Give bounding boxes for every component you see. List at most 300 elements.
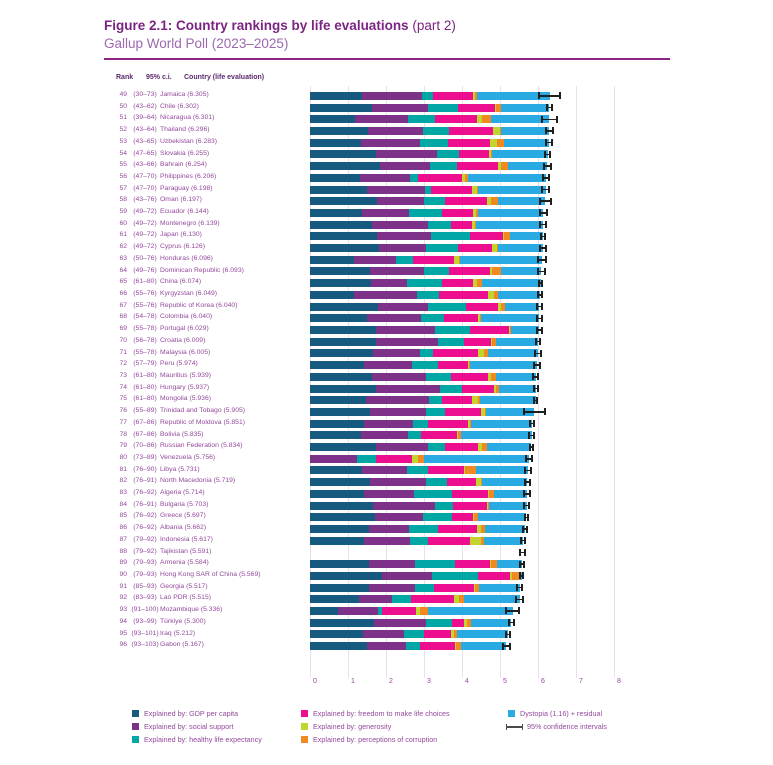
confidence-interval-bar	[536, 315, 544, 322]
bar-segment-freedom	[435, 115, 477, 123]
confidence-interval-bar	[520, 537, 526, 544]
bar-segment-freedom	[438, 361, 467, 369]
bar-segment-freedom	[452, 513, 474, 521]
bar-segment-dystopia	[478, 186, 546, 194]
confidence-interval-bar	[537, 268, 547, 275]
x-axis-tick-label: 1	[351, 678, 355, 685]
row-rank-ci: (67–86)	[133, 430, 157, 438]
bar-segment-social	[373, 349, 419, 357]
row-rank-ci: (70–86)	[133, 442, 157, 450]
bar-segment-freedom	[439, 291, 488, 299]
x-axis-tick-label: 5	[503, 678, 507, 685]
row-rank: 74	[119, 383, 127, 391]
row-rank: 60	[119, 219, 127, 227]
row-rank-ci: (91–100)	[131, 606, 159, 614]
bar-segment-social	[372, 221, 429, 229]
stacked-bar	[310, 150, 548, 158]
row-country-label: Bulgaria (5.703)	[160, 500, 209, 508]
row-rank-ci: (79–92)	[133, 535, 157, 543]
row-country-label: Republic of Moldova (5.851)	[160, 418, 246, 426]
row-rank: 62	[119, 243, 127, 251]
stacked-bar	[310, 209, 543, 217]
row-rank-ci: (83–93)	[133, 594, 157, 602]
chart-row	[0, 289, 773, 301]
row-rank: 69	[119, 325, 127, 333]
bar-segment-gdp	[310, 279, 371, 287]
chart-row	[0, 476, 773, 488]
stacked-bar	[310, 256, 542, 264]
bar-segment-freedom	[428, 537, 470, 545]
bar-segment-corruption	[420, 607, 428, 615]
row-country-label: Trinidad and Tobago (5.905)	[160, 407, 246, 415]
bar-segment-social	[367, 186, 426, 194]
stacked-bar	[310, 338, 538, 346]
bar-segment-health	[423, 127, 449, 135]
row-rank: 65	[119, 278, 127, 286]
stacked-bar	[310, 431, 532, 439]
bar-segment-dystopia	[457, 630, 508, 638]
confidence-interval-bar	[539, 209, 547, 216]
chart-row	[0, 113, 773, 125]
chart-row	[0, 242, 773, 254]
stacked-bar	[310, 279, 541, 287]
bar-segment-gdp	[310, 490, 364, 498]
bar-segment-dystopia	[468, 174, 545, 182]
bar-segment-gdp	[310, 174, 360, 182]
bar-segment-gdp	[310, 396, 366, 404]
row-country-label: Indonesia (5.617)	[160, 535, 213, 543]
row-country-label: Bolivia (5.835)	[160, 430, 204, 438]
row-country-label: Iraq (5.212)	[160, 629, 196, 637]
bar-segment-dystopia	[505, 303, 540, 311]
bar-segment-freedom	[411, 595, 454, 603]
legend-label: Explained by: healthy life expectancy	[144, 735, 262, 744]
chart-row	[0, 500, 773, 512]
confidence-interval-bar	[538, 280, 543, 287]
row-rank-ci: (55–89)	[133, 407, 157, 415]
bar-segment-freedom	[421, 431, 457, 439]
bar-segment-dystopia	[471, 619, 511, 627]
row-rank: 76	[119, 407, 127, 415]
bar-segment-dystopia	[496, 338, 539, 346]
bar-segment-health	[426, 408, 445, 416]
bar-segment-social	[370, 267, 424, 275]
row-rank-ci: (79–92)	[133, 547, 157, 555]
bar-segment-dystopia	[501, 104, 549, 112]
bar-segment-social	[362, 466, 406, 474]
bar-segment-gdp	[310, 197, 377, 205]
bar-segment-freedom	[418, 174, 462, 182]
confidence-interval-bar	[545, 127, 554, 134]
confidence-interval-bar	[544, 151, 551, 158]
row-rank: 54	[119, 149, 127, 157]
bar-segment-dystopia	[464, 595, 519, 603]
stacked-bar	[310, 373, 536, 381]
row-country-label: Gabon (5.167)	[160, 641, 204, 649]
bar-segment-freedom	[464, 338, 491, 346]
bar-segment-health	[437, 150, 459, 158]
stacked-bar	[310, 548, 522, 556]
bar-segment-health	[420, 349, 434, 357]
row-rank-ci: (55–76)	[133, 301, 157, 309]
bar-segment-generosity	[493, 127, 500, 135]
bar-segment-gdp	[310, 232, 377, 240]
bar-segment-gdp	[310, 115, 355, 123]
confidence-interval-bar	[543, 163, 552, 170]
bar-segment-health	[428, 303, 466, 311]
stacked-bar	[310, 455, 529, 463]
row-rank-ci: (49–72)	[133, 219, 157, 227]
bar-segment-dystopia	[499, 385, 536, 393]
bar-segment-social	[354, 256, 395, 264]
bar-segment-dystopia	[510, 232, 543, 240]
bar-segment-social	[367, 642, 406, 650]
confidence-interval-bar	[539, 245, 547, 252]
row-rank-ci: (49–76)	[133, 266, 157, 274]
row-rank: 53	[119, 137, 127, 145]
bar-segment-freedom	[445, 197, 487, 205]
row-rank: 91	[119, 582, 127, 590]
row-country-label: Bahrain (6.254)	[160, 161, 207, 169]
bar-segment-social	[363, 630, 404, 638]
row-rank: 94	[119, 617, 127, 625]
bar-segment-social	[370, 478, 425, 486]
row-country-label: Portugal (6.029)	[160, 325, 209, 333]
bar-segment-gdp	[310, 349, 373, 357]
confidence-interval-bar	[519, 549, 526, 556]
stacked-bar	[310, 595, 520, 603]
bar-segment-health	[430, 162, 457, 170]
row-rank: 59	[119, 208, 127, 216]
bar-segment-social	[355, 115, 409, 123]
bar-segment-freedom	[449, 267, 490, 275]
bar-segment-freedom	[434, 584, 474, 592]
confidence-interval-bar	[523, 408, 546, 415]
bar-segment-health	[428, 104, 458, 112]
confidence-interval-bar	[523, 502, 530, 509]
stacked-bar	[310, 408, 534, 416]
chart-row	[0, 394, 773, 406]
row-rank: 68	[119, 313, 127, 321]
row-rank: 89	[119, 559, 127, 567]
row-rank: 55	[119, 161, 127, 169]
bar-segment-health	[432, 572, 477, 580]
stacked-bar	[310, 174, 546, 182]
bar-segment-health	[406, 642, 420, 650]
chart-row	[0, 359, 773, 371]
bar-segment-social	[377, 232, 431, 240]
stacked-bar	[310, 443, 532, 451]
bar-segment-social	[360, 174, 410, 182]
bar-segment-gdp	[310, 595, 359, 603]
row-rank-ci: (39–64)	[133, 114, 157, 122]
bar-segment-gdp	[310, 443, 376, 451]
row-country-label: Slovakia (6.255)	[160, 149, 210, 157]
confidence-interval-bar	[508, 619, 516, 626]
bar-segment-health	[424, 267, 449, 275]
row-rank: 51	[119, 114, 127, 122]
bar-segment-freedom	[413, 256, 454, 264]
figure-title-main: Figure 2.1: Country rankings by life evaluations	[104, 18, 409, 33]
bar-segment-health	[426, 478, 447, 486]
stacked-bar	[310, 303, 540, 311]
chart-row	[0, 488, 773, 500]
chart-row	[0, 430, 773, 442]
stacked-bar	[310, 197, 545, 205]
bar-segment-social	[382, 572, 433, 580]
row-country-label: Peru (5.974)	[160, 360, 198, 368]
row-rank-ci: (56–78)	[133, 336, 157, 344]
row-rank: 66	[119, 290, 127, 298]
stacked-bar	[310, 537, 523, 545]
bar-segment-freedom	[458, 104, 495, 112]
bar-segment-social	[370, 408, 425, 416]
chart-row	[0, 453, 773, 465]
confidence-interval-bar	[528, 432, 535, 439]
bar-segment-dystopia	[471, 420, 533, 428]
row-country-label: Türkiye (5.300)	[160, 617, 206, 625]
bar-segment-freedom	[420, 642, 455, 650]
row-rank: 88	[119, 547, 127, 555]
bar-segment-freedom	[444, 314, 478, 322]
legend-swatch-social	[132, 723, 139, 730]
chart-row	[0, 418, 773, 430]
bar-segment-gdp	[310, 267, 370, 275]
stacked-bar	[310, 104, 549, 112]
row-rank: 50	[119, 102, 127, 110]
row-rank-ci: (47–65)	[133, 149, 157, 157]
row-rank-ci: (76–90)	[133, 465, 157, 473]
legend-label: Dystopia (1.16) + residual	[520, 709, 603, 718]
bar-segment-dystopia	[479, 584, 520, 592]
chart-row	[0, 511, 773, 523]
row-rank: 86	[119, 524, 127, 532]
stacked-bar	[310, 560, 522, 568]
row-rank-ci: (43–66)	[133, 161, 157, 169]
bar-segment-freedom	[442, 396, 472, 404]
bar-segment-dystopia	[482, 279, 541, 287]
bar-segment-health	[428, 443, 445, 451]
chart-row	[0, 406, 773, 418]
row-rank-ci: (76–91)	[133, 477, 157, 485]
bar-segment-social	[364, 537, 410, 545]
confidence-interval-bar	[541, 186, 549, 193]
bar-segment-dystopia	[478, 209, 543, 217]
legend-label: Explained by: GDP per capita	[144, 709, 239, 718]
row-rank: 52	[119, 126, 127, 134]
row-rank-ci: (30–73)	[133, 91, 157, 98]
bar-segment-dystopia	[504, 139, 548, 147]
chart-row	[0, 254, 773, 266]
chart-row	[0, 125, 773, 137]
bar-segment-gdp	[310, 104, 372, 112]
bar-segment-gdp	[310, 361, 364, 369]
row-rank-ci: (43–64)	[133, 126, 157, 134]
chart-row	[0, 617, 773, 629]
confidence-interval-bar	[529, 420, 535, 427]
legend-label: Explained by: freedom to make life choices	[313, 709, 450, 718]
row-rank-ci: (55–76)	[133, 290, 157, 298]
confidence-interval-bar	[539, 221, 547, 228]
bar-segment-freedom	[470, 232, 503, 240]
bar-segment-gdp	[310, 420, 364, 428]
stacked-bar	[310, 349, 538, 357]
stacked-bar	[310, 92, 550, 100]
confidence-interval-bar	[534, 350, 542, 357]
bar-segment-dystopia	[489, 502, 527, 510]
stacked-bar	[310, 314, 540, 322]
confidence-interval-bar	[519, 561, 525, 568]
row-country-label: Albania (5.662)	[160, 524, 207, 532]
bar-segment-dystopia	[470, 361, 537, 369]
bar-segment-social	[371, 279, 407, 287]
bar-segment-freedom	[428, 420, 468, 428]
bar-segment-social	[380, 162, 430, 170]
bar-segment-health	[392, 595, 411, 603]
row-rank: 90	[119, 571, 127, 579]
row-rank: 95	[119, 629, 127, 637]
chart-row	[0, 219, 773, 231]
stacked-bar	[310, 186, 546, 194]
bar-segment-health	[435, 326, 469, 334]
bar-segment-freedom	[453, 502, 486, 510]
stacked-bar	[310, 385, 536, 393]
chart-row	[0, 558, 773, 570]
row-rank: 84	[119, 500, 127, 508]
row-rank-ci: (93–101)	[131, 629, 159, 637]
bar-segment-social	[310, 455, 357, 463]
bar-segment-health	[435, 502, 453, 510]
bar-segment-social	[367, 314, 421, 322]
bar-segment-gdp	[310, 408, 370, 416]
bar-segment-freedom	[445, 408, 481, 416]
bar-segment-gdp	[310, 607, 338, 615]
confidence-interval-bar	[502, 643, 511, 650]
bar-segment-gdp	[310, 303, 378, 311]
row-rank-ci: (49–72)	[133, 243, 157, 251]
confidence-interval-bar	[522, 526, 528, 533]
bar-segment-dystopia	[508, 162, 547, 170]
bar-segment-social	[369, 560, 415, 568]
row-rank: 64	[119, 266, 127, 274]
bar-segment-social	[376, 326, 436, 334]
stacked-bar	[310, 139, 549, 147]
chart-row	[0, 383, 773, 395]
confidence-interval-bar	[538, 92, 561, 99]
bar-segment-health	[438, 338, 465, 346]
bar-segment-dystopia	[480, 396, 536, 404]
bar-segment-health	[420, 139, 449, 147]
bar-segment-freedom	[452, 619, 465, 627]
row-rank: 92	[119, 594, 127, 602]
stacked-bar	[310, 478, 527, 486]
row-country-label: Lao PDR (5.515)	[160, 594, 212, 602]
row-rank-ci: (55–78)	[133, 348, 157, 356]
row-rank-ci: (49–72)	[133, 208, 157, 216]
bar-segment-social	[378, 303, 428, 311]
chart-row	[0, 195, 773, 207]
row-country-label: Hungary (5.937)	[160, 383, 210, 391]
bar-segment-health	[413, 420, 427, 428]
row-rank-ci: (43–76)	[133, 196, 157, 204]
confidence-interval-bar	[536, 327, 543, 334]
row-country-label: Mozambique (5.336)	[160, 606, 223, 614]
bar-segment-dystopia	[476, 466, 528, 474]
row-country-label: Libya (5.731)	[160, 465, 200, 473]
bar-segment-health	[421, 314, 444, 322]
bar-segment-generosity	[470, 537, 481, 545]
confidence-interval-bar	[524, 467, 532, 474]
bar-segment-social	[338, 607, 378, 615]
stacked-bar	[310, 127, 549, 135]
legend-swatch-health	[132, 736, 139, 743]
stacked-bar	[310, 326, 539, 334]
bar-segment-dystopia	[482, 478, 528, 486]
confidence-interval-bar	[516, 584, 523, 591]
bar-segment-health	[396, 256, 413, 264]
bar-segment-health	[424, 197, 445, 205]
bar-segment-social	[361, 431, 408, 439]
confidence-interval-bar	[532, 373, 540, 380]
bar-segment-health	[409, 209, 442, 217]
bar-segment-dystopia	[476, 221, 543, 229]
confidence-interval-bar	[535, 338, 541, 345]
chart-row	[0, 137, 773, 149]
row-country-label: Honduras (6.096)	[160, 254, 213, 262]
row-rank: 58	[119, 196, 127, 204]
bar-segment-social	[364, 420, 413, 428]
bar-segment-gdp	[310, 209, 362, 217]
x-axis-tick-label: 3	[427, 678, 431, 685]
stacked-bar	[310, 619, 511, 627]
bar-segment-gdp	[310, 221, 372, 229]
bar-segment-freedom	[447, 478, 476, 486]
bar-segment-dystopia	[485, 525, 525, 533]
confidence-interval-bar	[515, 596, 523, 603]
bar-segment-freedom	[424, 630, 451, 638]
row-rank: 63	[119, 254, 127, 262]
stacked-bar	[310, 267, 542, 275]
bar-segment-freedom	[449, 127, 493, 135]
row-country-label: Kyrgyzstan (6.049)	[160, 290, 218, 298]
bar-segment-freedom	[433, 349, 477, 357]
row-rank-ci: (93–103)	[131, 641, 159, 649]
chart-row	[0, 312, 773, 324]
confidence-interval-bar	[524, 514, 529, 521]
bar-segment-health	[407, 279, 442, 287]
row-country-label: Greece (5.697)	[160, 512, 206, 520]
bar-segment-health	[417, 291, 439, 299]
confidence-interval-bar	[523, 490, 531, 497]
bar-segment-gdp	[310, 373, 372, 381]
bar-segment-freedom	[442, 209, 474, 217]
bar-segment-social	[364, 361, 412, 369]
bar-segment-gdp	[310, 642, 367, 650]
row-country-label: Hong Kong SAR of China (5.569)	[160, 571, 261, 579]
row-rank: 80	[119, 453, 127, 461]
bar-segment-health	[415, 584, 434, 592]
bar-segment-social	[354, 291, 416, 299]
row-rank-ci: (61–80)	[133, 383, 157, 391]
bar-segment-freedom	[478, 572, 510, 580]
row-rank: 73	[119, 371, 127, 379]
bar-segment-social	[373, 502, 435, 510]
confidence-interval-bar	[542, 174, 550, 181]
row-rank: 49	[119, 91, 127, 98]
stacked-bar	[310, 420, 532, 428]
bar-segment-social	[361, 139, 420, 147]
chart-row	[0, 629, 773, 641]
